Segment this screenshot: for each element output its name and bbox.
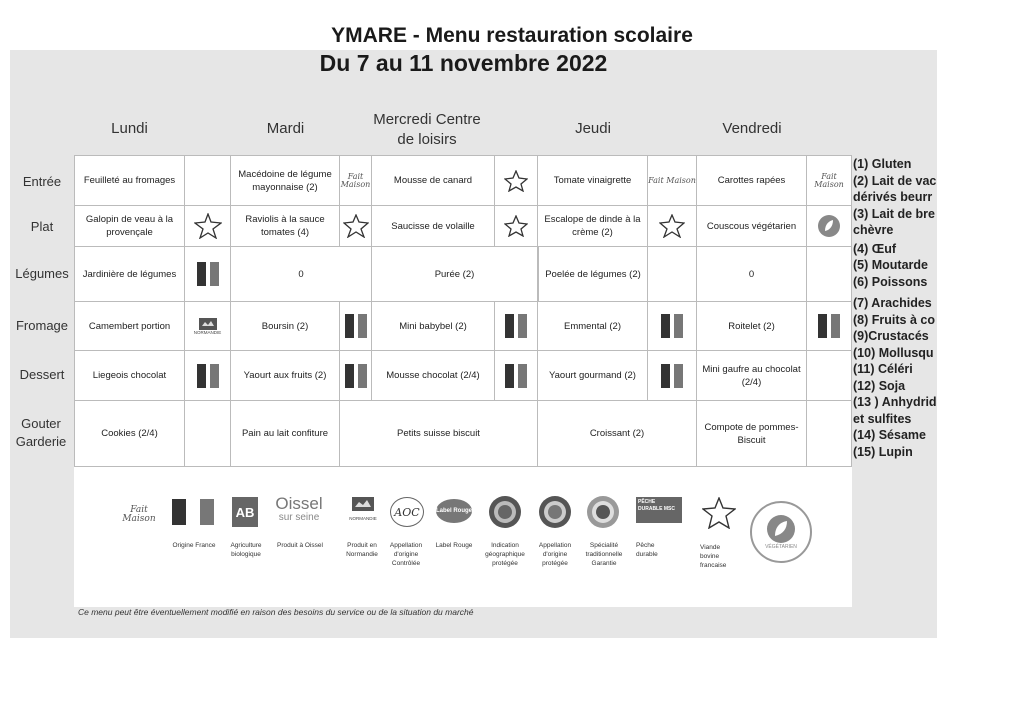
vendredi-entree: Carottes rapées bbox=[697, 155, 807, 206]
jeudi-legumes-logo bbox=[648, 247, 697, 302]
origine-france-icon bbox=[197, 364, 219, 388]
allergen-item: chèvre bbox=[853, 223, 894, 237]
normandie-icon: NORMANDIE bbox=[346, 497, 380, 521]
menu-grid bbox=[74, 155, 852, 467]
mardi-plat: Raviolis à la sauce tomates (4) bbox=[231, 206, 340, 247]
jeudi-dessert: Yaourt gourmand (2) bbox=[538, 351, 648, 401]
vendredi-gouter-logo bbox=[807, 401, 852, 467]
fait-maison-icon: Fait Maison bbox=[340, 171, 371, 189]
origine-france-icon bbox=[661, 364, 683, 388]
mercredi-entree-logo bbox=[495, 155, 538, 206]
legend-stg: Spécialité traditionnelle Garantie bbox=[585, 542, 623, 567]
allergen-item: (5) Moutarde bbox=[853, 258, 928, 272]
mercredi-entree: Mousse de canard bbox=[372, 155, 495, 206]
mercredi-plat-logo bbox=[495, 206, 538, 247]
legend-origine-france: Origine France bbox=[172, 542, 216, 549]
origine-france-icon bbox=[505, 314, 527, 338]
allergen-item: (14) Sésame bbox=[853, 428, 926, 442]
mercredi-gouter: Petits suisse biscuit bbox=[340, 401, 538, 467]
allergen-item: (10) Mollusqu bbox=[853, 345, 934, 360]
allergen-item: (2) Lait de vac bbox=[853, 173, 937, 188]
legend-peche: Pêche durable bbox=[636, 542, 658, 558]
mercredi-plat: Saucisse de volaille bbox=[372, 206, 495, 247]
origine-france-icon bbox=[661, 314, 683, 338]
jeudi-fromage-logo bbox=[648, 302, 697, 351]
row-label-entree: Entrée bbox=[22, 174, 62, 189]
lundi-entree-logo bbox=[185, 155, 231, 206]
legend-agriculture-bio: Agriculture biologique bbox=[230, 542, 262, 558]
vendredi-fromage-logo bbox=[807, 302, 852, 351]
row-label-gouter: Gouter Garderie bbox=[15, 416, 67, 449]
footnote: Ce menu peut être éventuellement modifié en raison des besoins du service ou de la situation du marché bbox=[78, 607, 474, 617]
normandie-label: NORMANDIE bbox=[193, 329, 222, 335]
allergen-item: (15) Lupin bbox=[853, 444, 913, 459]
viande-bovine-icon bbox=[343, 214, 369, 238]
legend-aoc: Appellation d'origine Contrôlée bbox=[389, 542, 423, 567]
mardi-legumes: 0 bbox=[231, 247, 372, 302]
mardi-entree-logo bbox=[340, 155, 372, 206]
lundi-plat-logo bbox=[185, 206, 231, 247]
origine-france-icon bbox=[197, 262, 219, 286]
allergen-item: (9)Crustacés bbox=[853, 329, 929, 343]
mardi-plat-logo bbox=[340, 206, 372, 247]
ab-icon: AB bbox=[232, 497, 258, 527]
vegetarien-icon: VÉGÉTARIEN bbox=[750, 501, 812, 563]
fait-maison-icon: Fait Maison bbox=[648, 175, 696, 185]
vendredi-entree-logo bbox=[807, 155, 852, 206]
legend-aop: Appellation d'origine protégée bbox=[538, 542, 572, 567]
day-lundi: Lundi bbox=[111, 120, 148, 137]
legend-label-rouge: Label Rouge bbox=[435, 542, 473, 549]
row-label-plat: Plat bbox=[30, 219, 54, 234]
stg-icon bbox=[586, 495, 620, 529]
viande-bovine-icon bbox=[659, 214, 685, 238]
allergen-item: (3) Lait de bre bbox=[853, 206, 935, 221]
jeudi-plat: Escalope de dinde à la crème (2) bbox=[538, 206, 648, 247]
row-label-fromage: Fromage bbox=[15, 318, 69, 333]
lundi-fromage-logo bbox=[185, 302, 231, 351]
mercredi-fromage-logo bbox=[495, 302, 538, 351]
fait-maison-icon: Fait Maison bbox=[814, 171, 844, 189]
mardi-gouter: Pain au lait confiture bbox=[231, 401, 340, 467]
jeudi-legumes: Poelée de légumes (2) bbox=[538, 247, 648, 302]
jeudi-entree-logo bbox=[648, 155, 697, 206]
allergen-list bbox=[853, 156, 943, 460]
normandie-icon bbox=[199, 318, 217, 330]
vegetarien-icon bbox=[817, 214, 841, 238]
lundi-fromage: Camembert portion bbox=[74, 302, 185, 351]
lundi-legumes-logo bbox=[185, 247, 231, 302]
allergen-item: dérivés beurr bbox=[853, 190, 933, 204]
origine-france-icon bbox=[345, 314, 367, 338]
label-legend bbox=[74, 467, 852, 607]
allergen-item: (13 ) Anhydrid bbox=[853, 395, 937, 409]
mardi-entree: Macédoine de légume mayonnaise (2) bbox=[231, 155, 340, 206]
allergen-item: (11) Céléri bbox=[853, 362, 913, 376]
vendredi-fromage: Roitelet (2) bbox=[697, 302, 807, 351]
day-mercredi: Mercredi Centre de loisirs bbox=[373, 111, 481, 148]
lundi-entree: Feuilleté au fromages bbox=[74, 155, 185, 206]
vendredi-plat: Couscous végétarien bbox=[697, 206, 807, 247]
origine-france-icon bbox=[172, 499, 214, 525]
row-label-dessert: Dessert bbox=[19, 367, 65, 382]
msc-icon: PÊCHE DURABLE MSC bbox=[636, 497, 682, 523]
row-label-legumes: Légumes bbox=[15, 266, 69, 281]
origine-france-icon bbox=[345, 364, 367, 388]
jeudi-plat-logo bbox=[648, 206, 697, 247]
aop-icon bbox=[538, 495, 572, 529]
allergen-item: (1) Gluten bbox=[853, 157, 912, 171]
day-mardi: Mardi bbox=[266, 120, 305, 137]
label-rouge-icon: Label Rouge bbox=[436, 499, 472, 523]
lundi-gouter: Cookies (2/4) bbox=[74, 401, 185, 467]
mercredi-legumes: Purée (2) bbox=[372, 247, 538, 302]
mercredi-fromage: Mini babybel (2) bbox=[372, 302, 495, 351]
jeudi-fromage: Emmental (2) bbox=[538, 302, 648, 351]
fait-maison-icon: Fait Maison bbox=[122, 505, 156, 524]
jeudi-gouter: Croissant (2) bbox=[538, 401, 697, 467]
legend-viande: Viande bovine francaise bbox=[700, 544, 727, 569]
vendredi-dessert: Mini gaufre au chocolat (2/4) bbox=[697, 351, 807, 401]
origine-france-icon bbox=[505, 364, 527, 388]
legend-produit-oissel: Produit à Oissel bbox=[277, 542, 323, 549]
allergen-item: (7) Arachides bbox=[853, 296, 932, 310]
allergen-item: (8) Fruits à co bbox=[853, 312, 935, 327]
vendredi-gouter: Compote de pommes- Biscuit bbox=[697, 401, 807, 467]
aoc-icon: AOC bbox=[390, 497, 424, 527]
day-jeudi: Jeudi bbox=[575, 120, 611, 137]
viande-bovine-icon bbox=[504, 215, 528, 237]
jeudi-dessert-logo bbox=[648, 351, 697, 401]
lundi-plat: Galopin de veau à la provençale bbox=[74, 206, 185, 247]
oissel-icon: Oissel sur seine bbox=[275, 494, 323, 523]
mardi-fromage: Boursin (2) bbox=[231, 302, 340, 351]
mardi-dessert: Yaourt aux fruits (2) bbox=[231, 351, 340, 401]
page-subtitle: Du 7 au 11 novembre 2022 bbox=[319, 50, 608, 76]
viande-bovine-icon bbox=[194, 213, 222, 239]
page-title: YMARE - Menu restauration scolaire bbox=[331, 24, 693, 47]
legend-igp: Indication géographique protégée bbox=[485, 542, 525, 567]
origine-france-icon bbox=[818, 314, 840, 338]
viande-bovine-icon bbox=[504, 170, 528, 192]
mercredi-dessert: Mousse chocolat (2/4) bbox=[372, 351, 495, 401]
mardi-dessert-logo bbox=[340, 351, 372, 401]
legend-produit-normandie: Produit en Normandie bbox=[346, 542, 378, 558]
vendredi-dessert-logo bbox=[807, 351, 852, 401]
vendredi-plat-logo bbox=[807, 206, 852, 247]
lundi-dessert: Liegeois chocolat bbox=[74, 351, 185, 401]
lundi-gouter-logo bbox=[185, 401, 231, 467]
mercredi-dessert-logo bbox=[495, 351, 538, 401]
lundi-legumes: Jardinière de légumes bbox=[74, 247, 185, 302]
mardi-fromage-logo bbox=[340, 302, 372, 351]
igp-icon bbox=[488, 495, 522, 529]
lundi-dessert-logo bbox=[185, 351, 231, 401]
allergen-item: (6) Poissons bbox=[853, 274, 928, 289]
jeudi-entree: Tomate vinaigrette bbox=[538, 155, 648, 206]
day-vendredi: Vendredi bbox=[722, 120, 782, 137]
viande-bovine-icon bbox=[702, 497, 736, 529]
allergen-item: et sulfites bbox=[853, 411, 912, 426]
vendredi-legumes: 0 bbox=[697, 247, 807, 302]
vendredi-legumes-logo bbox=[807, 247, 852, 302]
allergen-item: (12) Soja bbox=[853, 378, 906, 393]
allergen-item: (4) Œuf bbox=[853, 241, 897, 256]
